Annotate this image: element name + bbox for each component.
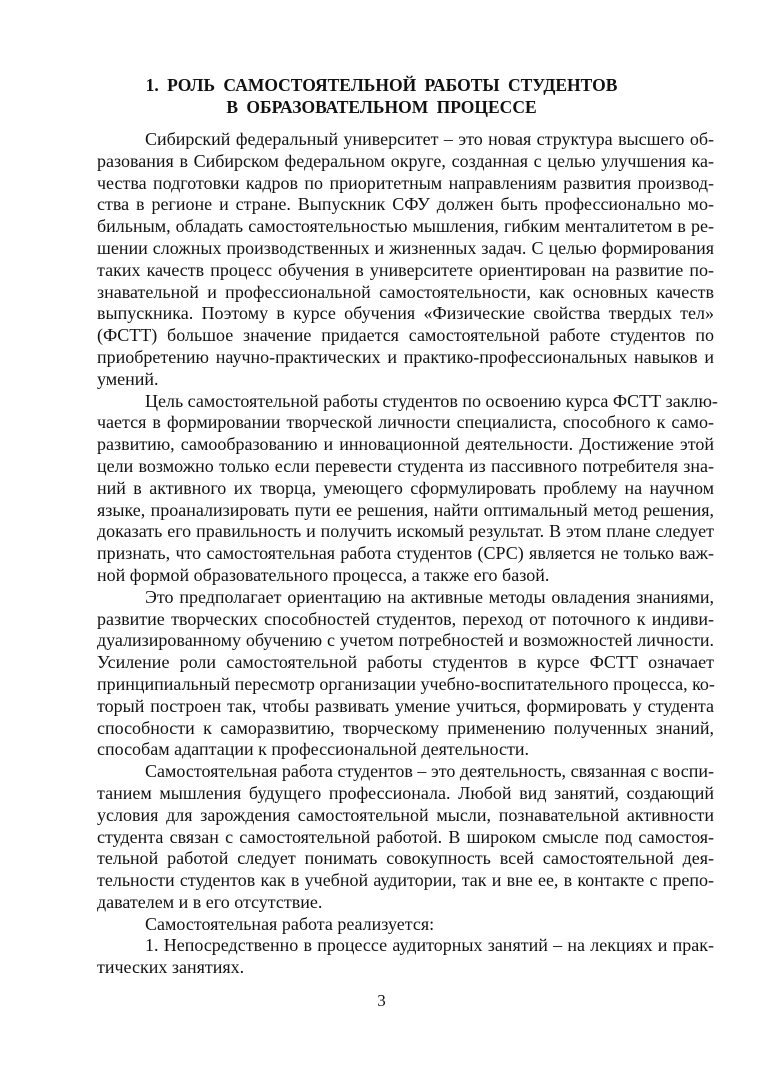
- paragraph-line: Цель самостоятельной работы студентов по освоению курса ФСТТ заклю-: [145, 390, 718, 411]
- paragraph-line: тических занятиях.: [97, 957, 245, 978]
- paragraph-line: Усиление роли самостоятельной работы студентов в курсе ФСТТ означает: [97, 652, 714, 673]
- paragraph: [97, 129, 714, 391]
- paragraph-line: танием мышления будущего профессионала. Любой вид занятий, создающий: [97, 782, 714, 803]
- paragraph-line: признать, что самостоятельная работа студентов (СРС) является не только важ-: [97, 543, 714, 564]
- paragraph-line: способности к саморазвитию, творческому применению полученных знаний,: [97, 717, 714, 738]
- paragraph: [97, 587, 714, 761]
- paragraph-line: развитию, самообразованию и инновационной деятельности. Достижение этой: [97, 434, 714, 455]
- paragraph-line: условия для зарождения самостоятельной мысли, познавательной активности: [97, 804, 714, 825]
- paragraph-line: студента связан с самостоятельной работой. В широком смысле под самостоя-: [97, 826, 714, 847]
- section-title-line-2: В ОБРАЗОВАТЕЛЬНОМ ПРОЦЕССЕ: [226, 97, 537, 117]
- paragraph-line: ний в активного их творца, умеющего сформулировать проблему на научном: [97, 477, 714, 498]
- paragraph-line: Это предполагает ориентацию на активные методы овладения знаниями,: [145, 586, 714, 607]
- paragraph: [97, 390, 718, 587]
- paragraph-line: шении сложных производственных и жизненных задач. С целью формирования: [97, 237, 714, 258]
- paragraph-line: (ФСТТ) большое значение придается самостоятельной работе студентов по: [97, 325, 714, 346]
- paragraph-line: чается в формировании творческой личности специалиста, способного к само-: [97, 412, 714, 433]
- paragraph-line: бильным, обладать самостоятельностью мышления, гибким менталитетом в ре-: [97, 216, 714, 237]
- paragraph-line: таких качеств процесс обучения в университете ориентирован на развитие по-: [97, 259, 714, 280]
- paragraph-line: развитие творческих способностей студентов, переход от поточного к индиви-: [97, 608, 714, 629]
- paragraph-line: 1. Непосредственно в процессе аудиторных занятий – на лекциях и прак-: [145, 935, 714, 956]
- paragraph-line: торый построен так, чтобы развивать умение учиться, формировать у студента: [97, 695, 714, 716]
- paragraph-line: тельности студентов как в учебной аудитории, так и вне ее, в контакте с препо-: [97, 870, 714, 891]
- paragraph: [97, 914, 714, 936]
- paragraph: [97, 761, 714, 914]
- paragraph-line: разования в Сибирском федеральном округе, созданная с целью улучшения ка-: [97, 150, 714, 171]
- paragraph-line: способам адаптации к профессиональной деятельности.: [97, 739, 529, 760]
- paragraph-line: ной формой образовательного процесса, а также его базой.: [97, 564, 550, 585]
- body-text: [97, 129, 718, 979]
- paragraph-line: ства в регионе и стране. Выпускник СФУ должен быть профессионально мо-: [97, 194, 714, 215]
- paragraph-line: языке, проанализировать пути ее решения, найти оптимальный метод решения,: [97, 499, 714, 520]
- paragraph-line: знавательной и профессиональной самостоятельности, как основных качеств: [97, 281, 714, 302]
- paragraph-line: умений.: [97, 368, 159, 389]
- paragraph-line: Сибирский федеральный университет – это новая структура высшего об-: [145, 129, 714, 149]
- paragraph-line: тельной работой следует понимать совокупность всей самостоятельной дея-: [97, 848, 714, 869]
- paragraph-line: приобретению научно-практических и практико-профессиональных навыков и: [97, 346, 714, 367]
- paragraph-line: давателем и в его отсутствие.: [97, 891, 323, 912]
- paragraph-line: принципиальный пересмотр организации учебно-воспитательного процесса, ко-: [97, 673, 715, 694]
- paragraph-line: цели возможно только если перевести студента из пассивного потребителя зна-: [97, 455, 714, 476]
- section-title: [0, 74, 763, 118]
- paragraph-line: дуализированному обучению с учетом потребностей и возможностей личности.: [97, 630, 714, 651]
- paragraph-line: выпускника. Поэтому в курсе обучения «Физические свойства твердых тел»: [97, 303, 714, 324]
- paragraph-line: Самостоятельная работа студентов – это деятельность, связанная с воспи-: [145, 761, 714, 782]
- paragraph: [97, 935, 714, 979]
- section-title-line-1: 1. РОЛЬ САМОСТОЯТЕЛЬНОЙ РАБОТЫ СТУДЕНТОВ: [145, 75, 618, 95]
- paragraph-line: Самостоятельная работа реализуется:: [145, 913, 435, 934]
- paragraph-line: доказать его правильность и получить искомый результат. В этом плане следует: [97, 521, 714, 542]
- paragraph-line: чества подготовки кадров по приоритетным направлениям развития производ-: [97, 172, 714, 193]
- page-number: 3: [377, 991, 386, 1010]
